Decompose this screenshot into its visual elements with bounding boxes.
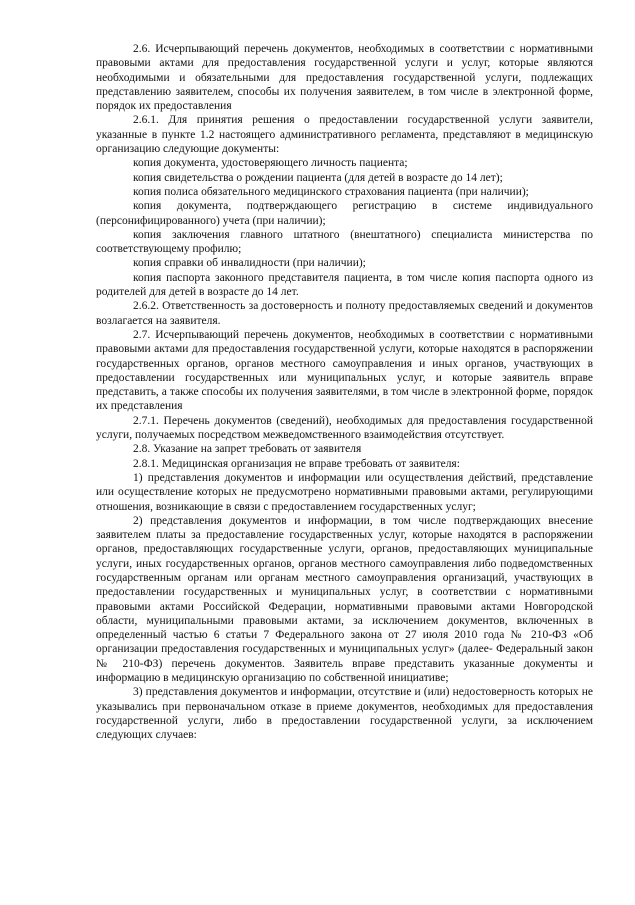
section-2-8-heading: 2.8. Указание на запрет требовать от заявителя bbox=[133, 443, 362, 456]
doc-list-item: копия документа, подтверждающего регистрацию в системе индивидуального (персонифицированного) учета (при наличии); bbox=[96, 200, 593, 227]
requirement-item: 1) представления документов и информации или осуществления действий, представление или осуществление которых не предусмотрено нормативными правовыми актами, регулирующими отношения, возникающие в связи с предоставлением государственных услуг; bbox=[96, 471, 593, 513]
section-2-7-heading: 2.7. Исчерпывающий перечень документов, необходимых в соответствии с нормативными правовыми актами для предоставления государственной услуги, которые находятся в распоряжении государственных органов, органов местного самоуправления и иных органов, участвующих в предоставлении государственных или муниципальных услуг, и которые заявитель вправе представить, а также способы их получения заявителями, в том числе в электронной форме, порядок их представления bbox=[96, 328, 593, 413]
section-2-6-2-paragraph: 2.6.2. Ответственность за достоверность и полноту предоставляемых сведений и документов возлагается на заявителя. bbox=[96, 300, 593, 327]
doc-list-item: копия полиса обязательного медицинского страхования пациента (при наличии); bbox=[133, 185, 529, 198]
section-2-7-1-paragraph: 2.7.1. Перечень документов (сведений), необходимых для предоставления государственной услуги, получаемых посредством межведомственного взаимодействия отсутствует. bbox=[96, 414, 593, 442]
requirement-item: 2) представления документов и информации, в том числе подтверждающих внесение заявителем платы за предоставление государственных услуг, которые находятся в распоряжении органов, предоставляющих государственные услуги, органов, предоставляющих муниципальные услуги, иных государственных органов, органов местного самоуправления либо подведомственных государственным органам или органам местного самоуправления организаций, участвующих в предоставлении государственных и муниципальных услуг, в соответствии с нормативными правовыми актами Российской Федерации, нормативными правовыми актами Новгородской области, муниципальными правовыми актами, за исключением документов, включенных в определенный частью 6 статьи 7 Федерального закона от 27 июля 2010 года № 210-ФЗ «Об организации предоставления государственных и муниципальных услуг» (далее- Федеральный закон № 210-ФЗ) перечень документов. Заявитель вправе представить указанные документы и информацию в медицинскую организацию по собственной инициативе; bbox=[96, 514, 593, 685]
section-2-6-heading: 2.6. Исчерпывающий перечень документов, необходимых в соответствии с нормативными правовыми актами для предоставления государственной услуги и услуг, которые являются необходимыми и обязательными для предоставления государственной услуги, подлежащих представлению заявителем, способы их получения заявителем, в том числе в электронной форме, порядок их предоставления bbox=[96, 43, 593, 113]
doc-list-item: копия документа, удостоверяющего личность пациента; bbox=[133, 157, 408, 170]
section-2-8-1-paragraph: 2.8.1. Медицинская организация не вправе требовать от заявителя: bbox=[133, 457, 460, 470]
doc-list-item: копия заключения главного штатного (внештатного) специалиста министерства по соответствующему профилю; bbox=[96, 228, 593, 256]
requirement-item: 3) представления документов и информации, отсутствие и (или) недостоверность которых не указывались при первоначальном отказе в приеме документов, необходимых для предоставления государственной услуги, либо в предоставлении государственной услуги, за исключением следующих случаев: bbox=[96, 686, 593, 742]
section-2-6-1-paragraph: 2.6.1. Для принятия решения о предоставлении государственной услуги заявители, указанные в пункте 1.2 настоящего административного регламента, представляют в медицинскую организацию следующие документы: bbox=[96, 114, 593, 156]
doc-list-item: копия паспорта законного представителя пациента, в том числе копия паспорта одного из родителей для детей в возрасте до 14 лет. bbox=[96, 271, 593, 299]
doc-list-item: копия свидетельства о рождении пациента (для детей в возрасте до 14 лет); bbox=[133, 171, 503, 184]
doc-list-item: копия справки об инвалидности (при наличии); bbox=[133, 257, 366, 270]
